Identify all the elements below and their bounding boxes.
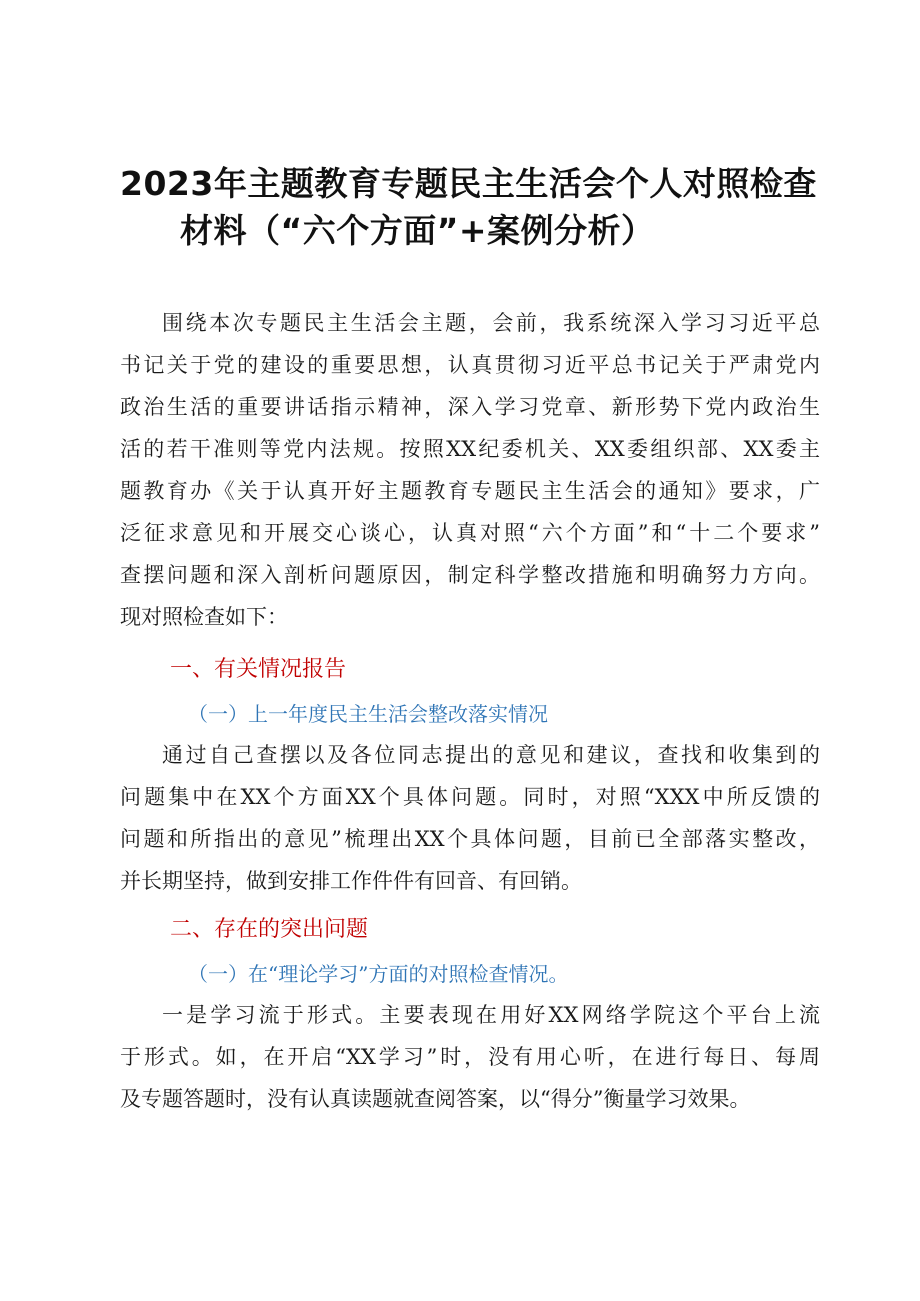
intro-line: 泛征求意见和开展交心谈心，认真对照“六个方面”和“十二个要求” bbox=[120, 521, 820, 545]
intro-line: 现对照检查如下： bbox=[120, 605, 288, 629]
intro-line: 查摆问题和深入剖析问题原因，制定科学整改措施和明确努力方向。 bbox=[120, 563, 820, 587]
intro-paragraph bbox=[120, 302, 820, 638]
section-1-paragraph bbox=[120, 734, 820, 902]
section-2-line: 一是学习流于形式。主要表现在用好XX网络学院这个平台上流 bbox=[162, 1003, 820, 1027]
section-1-line: 并长期坚持，做到安排工作件件有回音、有回销。 bbox=[120, 869, 582, 893]
section-1-subheading: （一）上一年度民主生活会整改落实情况 bbox=[188, 702, 548, 726]
section-2-line: 于形式。如，在开启“XX学习”时，没有用心听，在进行每日、每周 bbox=[120, 1045, 820, 1069]
section-2-line: 及专题答题时，没有认真读题就查阅答案，以“得分”衡量学习效果。 bbox=[120, 1087, 751, 1111]
section-1-heading: 一、有关情况报告 bbox=[170, 657, 347, 682]
intro-line: 题教育办《关于认真开好主题教育专题民主生活会的通知》要求，广 bbox=[120, 479, 820, 503]
intro-line: 围绕本次专题民主生活会主题，会前，我系统深入学习习近平总 bbox=[162, 311, 820, 335]
document-title-line-2: 材料（“六个方面”+案例分析） bbox=[180, 211, 655, 250]
section-1-line: 通过自己查摆以及各位同志提出的意见和建议，查找和收集到的 bbox=[162, 743, 820, 767]
section-2-heading: 二、存在的突出问题 bbox=[170, 917, 369, 942]
section-1-line: 问题集中在XX个方面XX个具体问题。同时，对照“XXX中所反馈的 bbox=[120, 785, 820, 809]
document-title-line-1: 2023年主题教育专题民主生活会个人对照检查 bbox=[120, 164, 817, 203]
section-1-line: 问题和所指出的意见”梳理出XX个具体问题，目前已全部落实整改， bbox=[120, 827, 820, 851]
intro-line: 书记关于党的建设的重要思想，认真贯彻习近平总书记关于严肃党内 bbox=[120, 353, 820, 377]
intro-line: 活的若干准则等党内法规。按照XX纪委机关、XX委组织部、XX委主 bbox=[120, 437, 820, 461]
intro-line: 政治生活的重要讲话指示精神，深入学习党章、新形势下党内政治生 bbox=[120, 395, 820, 419]
section-2-subheading: （一）在“理论学习”方面的对照检查情况。 bbox=[188, 962, 569, 986]
section-2-paragraph bbox=[120, 994, 820, 1120]
